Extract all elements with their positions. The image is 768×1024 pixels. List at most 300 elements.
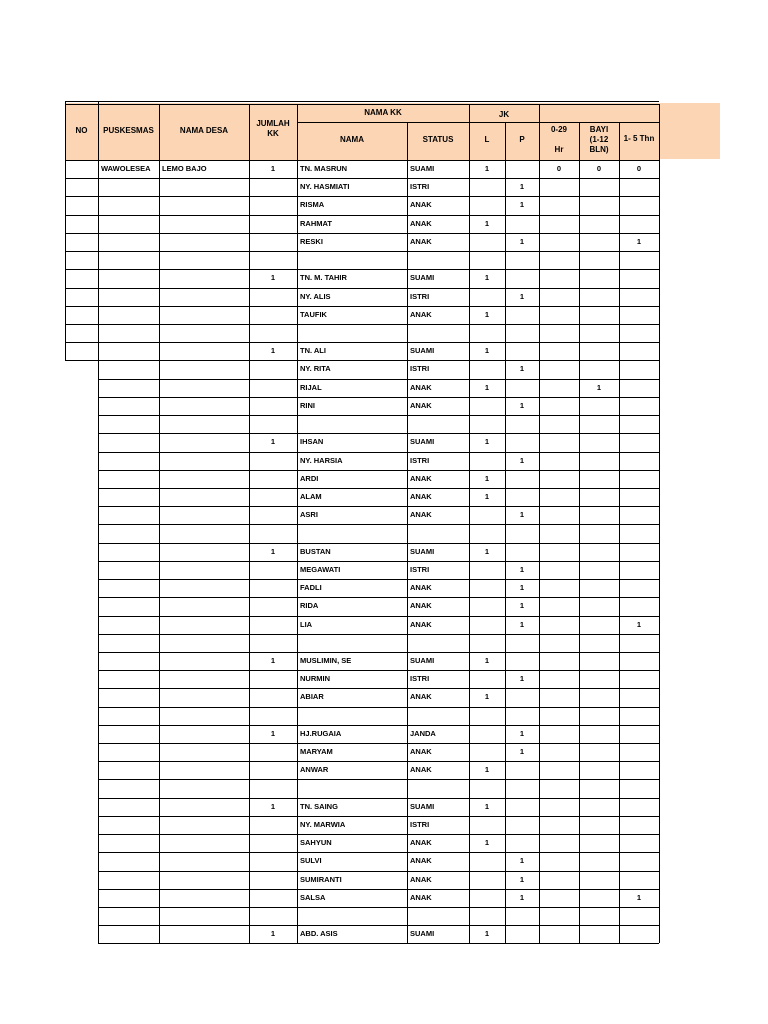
cell-a bbox=[539, 433, 579, 451]
no-column-left-line bbox=[65, 101, 66, 360]
cell-c bbox=[619, 871, 659, 889]
cell-desa bbox=[159, 798, 249, 816]
cell-c bbox=[619, 743, 659, 761]
cell-b bbox=[579, 889, 619, 907]
cell-p bbox=[505, 834, 539, 852]
cell-c bbox=[619, 834, 659, 852]
grid-vline bbox=[619, 122, 620, 943]
cell-nama: ASRI bbox=[300, 510, 318, 520]
cell-status bbox=[407, 634, 469, 652]
cell-p bbox=[505, 524, 539, 542]
cell-b bbox=[579, 798, 619, 816]
cell-b bbox=[579, 561, 619, 579]
cell-nama: RAHMAT bbox=[300, 218, 332, 228]
cell-a bbox=[539, 761, 579, 779]
cell-b: 0 bbox=[596, 164, 602, 173]
cell-nama bbox=[297, 415, 407, 433]
grid-hline bbox=[98, 433, 659, 434]
cell-b bbox=[579, 688, 619, 706]
cell-kk bbox=[249, 215, 297, 233]
cell-nama bbox=[297, 707, 407, 725]
cell-b bbox=[579, 652, 619, 670]
cell-nama: ABD. ASIS bbox=[300, 929, 338, 939]
cell-p: 1 bbox=[519, 728, 525, 738]
cell-b bbox=[579, 743, 619, 761]
cell-nama: MARYAM bbox=[300, 747, 333, 757]
cell-nama: NY. HASMIATI bbox=[300, 182, 350, 192]
cell-nama: ABIAR bbox=[300, 692, 324, 702]
cell-b bbox=[579, 779, 619, 797]
cell-p bbox=[505, 761, 539, 779]
cell-b bbox=[579, 543, 619, 561]
cell-kk bbox=[249, 251, 297, 269]
cell-p bbox=[505, 634, 539, 652]
grid-vline bbox=[659, 104, 660, 943]
cell-status: ANAK bbox=[410, 491, 432, 501]
cell-b bbox=[579, 470, 619, 488]
cell-puskesmas bbox=[98, 834, 159, 852]
cell-puskesmas bbox=[98, 251, 159, 269]
cell-l bbox=[469, 597, 505, 615]
cell-b bbox=[579, 397, 619, 415]
cell-a bbox=[539, 524, 579, 542]
cell-p bbox=[505, 488, 539, 506]
cell-puskesmas bbox=[98, 360, 159, 378]
cell-a bbox=[539, 670, 579, 688]
cell-nama: MEGAWATI bbox=[300, 564, 341, 574]
cell-p: 1 bbox=[519, 747, 525, 757]
cell-l bbox=[469, 251, 505, 269]
cell-l bbox=[469, 524, 505, 542]
cell-status: ANAK bbox=[410, 619, 432, 629]
cell-nama bbox=[297, 634, 407, 652]
cell-puskesmas bbox=[98, 488, 159, 506]
cell-status: SUAMI bbox=[410, 801, 435, 811]
cell-nama: SAHYUN bbox=[300, 838, 332, 848]
cell-c bbox=[619, 907, 659, 925]
header-fill-extension bbox=[659, 103, 720, 159]
cell-status: ANAK bbox=[410, 892, 432, 902]
cell-l bbox=[469, 616, 505, 634]
grid-hline bbox=[98, 725, 659, 726]
cell-nama: BUSTAN bbox=[300, 546, 331, 556]
cell-l bbox=[469, 907, 505, 925]
cell-l bbox=[469, 743, 505, 761]
cell-b bbox=[579, 616, 619, 634]
grid-hline bbox=[98, 925, 659, 926]
cell-kk bbox=[249, 360, 297, 378]
cell-desa bbox=[159, 433, 249, 451]
cell-status bbox=[407, 324, 469, 342]
cell-c bbox=[619, 288, 659, 306]
cell-b bbox=[579, 269, 619, 287]
cell-l bbox=[469, 779, 505, 797]
cell-b bbox=[579, 506, 619, 524]
cell-a bbox=[539, 725, 579, 743]
cell-p: 1 bbox=[519, 583, 525, 593]
cell-nama: SULVI bbox=[300, 856, 322, 866]
cell-b bbox=[579, 761, 619, 779]
grid-hline bbox=[98, 834, 659, 835]
grid-hline bbox=[65, 306, 659, 307]
cell-status: ANAK bbox=[410, 747, 432, 757]
header-nama-kk: NAMA KK bbox=[364, 108, 402, 117]
cell-desa bbox=[159, 889, 249, 907]
cell-c: 1 bbox=[636, 236, 642, 246]
cell-l bbox=[469, 324, 505, 342]
cell-desa bbox=[159, 616, 249, 634]
cell-kk bbox=[249, 871, 297, 889]
cell-l: 1 bbox=[484, 164, 490, 173]
cell-c bbox=[619, 506, 659, 524]
cell-puskesmas bbox=[98, 342, 159, 360]
cell-kk bbox=[249, 597, 297, 615]
cell-c bbox=[619, 379, 659, 397]
cell-a bbox=[539, 415, 579, 433]
cell-nama: RINI bbox=[300, 400, 315, 410]
cell-desa: LEMO BAJO bbox=[162, 164, 207, 173]
cell-l: 1 bbox=[484, 218, 490, 228]
cell-nama bbox=[297, 324, 407, 342]
cell-status: ANAK bbox=[410, 583, 432, 593]
cell-c bbox=[619, 925, 659, 943]
cell-kk bbox=[249, 452, 297, 470]
cell-p: 1 bbox=[519, 619, 525, 629]
cell-p: 1 bbox=[519, 182, 525, 192]
cell-a bbox=[539, 561, 579, 579]
cell-kk bbox=[249, 688, 297, 706]
cell-kk bbox=[249, 488, 297, 506]
cell-p: 1 bbox=[519, 200, 525, 210]
cell-b bbox=[579, 233, 619, 251]
cell-a bbox=[539, 925, 579, 943]
cell-c bbox=[619, 360, 659, 378]
cell-desa bbox=[159, 688, 249, 706]
cell-a: 0 bbox=[556, 164, 562, 173]
cell-puskesmas bbox=[98, 688, 159, 706]
cell-p: 1 bbox=[519, 856, 525, 866]
cell-status: ANAK bbox=[410, 692, 432, 702]
cell-p bbox=[505, 251, 539, 269]
cell-a bbox=[539, 379, 579, 397]
grid-hline bbox=[65, 360, 659, 361]
cell-l bbox=[469, 452, 505, 470]
cell-c bbox=[619, 761, 659, 779]
grid-hline bbox=[98, 524, 659, 525]
cell-p bbox=[505, 306, 539, 324]
cell-desa bbox=[159, 415, 249, 433]
cell-puskesmas bbox=[98, 233, 159, 251]
cell-c bbox=[619, 324, 659, 342]
cell-kk bbox=[249, 743, 297, 761]
cell-nama: TN. M. TAHIR bbox=[300, 273, 347, 283]
cell-p bbox=[505, 415, 539, 433]
cell-l bbox=[469, 634, 505, 652]
cell-l bbox=[469, 506, 505, 524]
cell-puskesmas bbox=[98, 306, 159, 324]
cell-status: ANAK bbox=[410, 874, 432, 884]
grid-hline bbox=[98, 871, 659, 872]
cell-status bbox=[407, 779, 469, 797]
cell-puskesmas bbox=[98, 798, 159, 816]
cell-puskesmas bbox=[98, 779, 159, 797]
grid-hline bbox=[98, 543, 659, 544]
cell-l: 1 bbox=[484, 437, 490, 447]
cell-l: 1 bbox=[484, 929, 490, 939]
cell-kk bbox=[249, 324, 297, 342]
cell-desa bbox=[159, 452, 249, 470]
cell-kk bbox=[249, 561, 297, 579]
header-nama: NAMA bbox=[340, 135, 364, 144]
cell-a bbox=[539, 306, 579, 324]
cell-puskesmas bbox=[98, 597, 159, 615]
cell-c bbox=[619, 415, 659, 433]
grid-hline bbox=[98, 852, 659, 853]
cell-p: 1 bbox=[519, 510, 525, 520]
grid-hline bbox=[98, 798, 659, 799]
grid-hline bbox=[65, 178, 659, 179]
cell-status bbox=[407, 524, 469, 542]
header-puskesmas: PUSKESMAS bbox=[103, 126, 154, 135]
cell-desa bbox=[159, 561, 249, 579]
cell-c bbox=[619, 397, 659, 415]
cell-nama: RESKI bbox=[300, 236, 323, 246]
cell-status: ANAK bbox=[410, 838, 432, 848]
cell-b bbox=[579, 816, 619, 834]
cell-kk bbox=[249, 524, 297, 542]
cell-kk bbox=[249, 761, 297, 779]
cell-l bbox=[469, 725, 505, 743]
cell-kk bbox=[249, 852, 297, 870]
cell-kk bbox=[249, 670, 297, 688]
cell-a bbox=[539, 233, 579, 251]
grid-hline bbox=[98, 889, 659, 890]
cell-nama: TN. MASRUN bbox=[300, 164, 348, 173]
grid-hline bbox=[65, 269, 659, 270]
cell-nama: NY. RITA bbox=[300, 364, 331, 374]
cell-kk: 1 bbox=[270, 346, 276, 356]
cell-desa bbox=[159, 306, 249, 324]
grid-hline bbox=[98, 634, 659, 635]
cell-puskesmas bbox=[98, 178, 159, 196]
cell-puskesmas bbox=[98, 670, 159, 688]
cell-l: 1 bbox=[484, 655, 490, 665]
cell-a bbox=[539, 652, 579, 670]
cell-p bbox=[505, 652, 539, 670]
cell-a bbox=[539, 488, 579, 506]
cell-kk bbox=[249, 907, 297, 925]
cell-p bbox=[505, 269, 539, 287]
cell-puskesmas bbox=[98, 871, 159, 889]
cell-kk bbox=[249, 470, 297, 488]
cell-desa bbox=[159, 233, 249, 251]
cell-p: 1 bbox=[519, 601, 525, 611]
cell-desa bbox=[159, 215, 249, 233]
cell-kk bbox=[249, 779, 297, 797]
cell-c bbox=[619, 251, 659, 269]
cell-status: ANAK bbox=[410, 218, 432, 228]
cell-status: ANAK bbox=[410, 200, 432, 210]
cell-status: SUAMI bbox=[410, 164, 435, 173]
header-top-line-2 bbox=[65, 104, 659, 105]
cell-desa bbox=[159, 178, 249, 196]
cell-puskesmas bbox=[98, 397, 159, 415]
cell-p: 1 bbox=[519, 892, 525, 902]
cell-a bbox=[539, 852, 579, 870]
cell-puskesmas: WAWOLESEA bbox=[101, 164, 151, 173]
cell-a bbox=[539, 342, 579, 360]
cell-status bbox=[407, 415, 469, 433]
cell-b bbox=[579, 433, 619, 451]
grid-hline bbox=[98, 779, 659, 780]
cell-l bbox=[469, 360, 505, 378]
cell-a bbox=[539, 452, 579, 470]
cell-b bbox=[579, 488, 619, 506]
cell-b bbox=[579, 288, 619, 306]
cell-kk: 1 bbox=[270, 929, 276, 939]
cell-a bbox=[539, 324, 579, 342]
cell-b bbox=[579, 852, 619, 870]
cell-desa bbox=[159, 543, 249, 561]
cell-status: SUAMI bbox=[410, 929, 435, 939]
grid-hline bbox=[98, 943, 659, 944]
cell-nama bbox=[297, 524, 407, 542]
cell-c bbox=[619, 342, 659, 360]
cell-b bbox=[579, 707, 619, 725]
cell-puskesmas bbox=[98, 433, 159, 451]
cell-kk bbox=[249, 196, 297, 214]
cell-puskesmas bbox=[98, 452, 159, 470]
cell-status bbox=[407, 251, 469, 269]
cell-a bbox=[539, 871, 579, 889]
cell-puskesmas bbox=[98, 215, 159, 233]
cell-status: ISTRI bbox=[410, 364, 430, 374]
cell-puskesmas bbox=[98, 852, 159, 870]
cell-desa bbox=[159, 925, 249, 943]
grid-hline bbox=[98, 488, 659, 489]
cell-a bbox=[539, 688, 579, 706]
cell-p bbox=[505, 433, 539, 451]
cell-nama bbox=[297, 779, 407, 797]
grid-hline bbox=[65, 233, 659, 234]
grid-hline bbox=[65, 196, 659, 197]
cell-a bbox=[539, 543, 579, 561]
grid-hline bbox=[98, 506, 659, 507]
header-sub-line-right bbox=[539, 122, 659, 123]
cell-a bbox=[539, 196, 579, 214]
cell-kk: 1 bbox=[270, 164, 276, 173]
grid-vline bbox=[505, 122, 506, 943]
cell-kk bbox=[249, 506, 297, 524]
grid-vline bbox=[539, 104, 540, 943]
cell-puskesmas bbox=[98, 816, 159, 834]
cell-p bbox=[505, 779, 539, 797]
cell-b bbox=[579, 415, 619, 433]
grid-hline bbox=[65, 342, 659, 343]
cell-desa bbox=[159, 670, 249, 688]
cell-desa bbox=[159, 816, 249, 834]
cell-c bbox=[619, 561, 659, 579]
header-nama-desa: NAMA DESA bbox=[179, 126, 229, 135]
cell-nama bbox=[297, 907, 407, 925]
cell-a bbox=[539, 215, 579, 233]
cell-p: 1 bbox=[519, 674, 525, 684]
cell-c bbox=[619, 178, 659, 196]
cell-l: 1 bbox=[484, 273, 490, 283]
cell-l: 1 bbox=[484, 546, 490, 556]
cell-a bbox=[539, 907, 579, 925]
cell-desa bbox=[159, 779, 249, 797]
cell-b bbox=[579, 251, 619, 269]
grid-hline bbox=[98, 616, 659, 617]
cell-a bbox=[539, 178, 579, 196]
cell-kk bbox=[249, 397, 297, 415]
cell-p bbox=[505, 907, 539, 925]
cell-c: 1 bbox=[636, 619, 642, 629]
cell-puskesmas bbox=[98, 506, 159, 524]
cell-status: SUAMI bbox=[410, 437, 435, 447]
cell-l bbox=[469, 178, 505, 196]
cell-l: 1 bbox=[484, 765, 490, 775]
cell-b bbox=[579, 196, 619, 214]
cell-l: 1 bbox=[484, 473, 490, 483]
cell-status: ANAK bbox=[410, 236, 432, 246]
cell-kk: 1 bbox=[270, 437, 276, 447]
cell-c bbox=[619, 452, 659, 470]
cell-puskesmas bbox=[98, 743, 159, 761]
cell-nama: NURMIN bbox=[300, 674, 330, 684]
cell-status: SUAMI bbox=[410, 655, 435, 665]
cell-p bbox=[505, 707, 539, 725]
header-jk: JK bbox=[498, 110, 510, 119]
cell-status: SUAMI bbox=[410, 273, 435, 283]
cell-puskesmas bbox=[98, 269, 159, 287]
cell-status: ISTRI bbox=[410, 564, 430, 574]
cell-nama: NY. ALIS bbox=[300, 291, 331, 301]
cell-status: ANAK bbox=[410, 309, 432, 319]
cell-status: ISTRI bbox=[410, 819, 430, 829]
cell-l bbox=[469, 852, 505, 870]
cell-kk bbox=[249, 288, 297, 306]
cell-desa bbox=[159, 324, 249, 342]
cell-status: ANAK bbox=[410, 510, 432, 520]
cell-kk: 1 bbox=[270, 728, 276, 738]
header-sub-line bbox=[297, 122, 539, 123]
cell-a bbox=[539, 798, 579, 816]
grid-hline bbox=[98, 707, 659, 708]
cell-a bbox=[539, 834, 579, 852]
cell-c bbox=[619, 779, 659, 797]
cell-l: 1 bbox=[484, 692, 490, 702]
cell-l bbox=[469, 397, 505, 415]
header-top-line bbox=[65, 101, 659, 102]
cell-l bbox=[469, 871, 505, 889]
cell-nama: RISMA bbox=[300, 200, 325, 210]
cell-nama: HJ.RUGAIA bbox=[300, 728, 342, 738]
cell-c bbox=[619, 852, 659, 870]
cell-status: ISTRI bbox=[410, 291, 430, 301]
cell-nama: SUMIRANTI bbox=[300, 874, 342, 884]
cell-desa bbox=[159, 470, 249, 488]
cell-a bbox=[539, 288, 579, 306]
cell-nama: RIDA bbox=[300, 601, 319, 611]
cell-c bbox=[619, 215, 659, 233]
grid-hline bbox=[98, 652, 659, 653]
cell-desa bbox=[159, 743, 249, 761]
cell-p bbox=[505, 324, 539, 342]
header-age-1-5: 1- 5 Thn bbox=[623, 134, 655, 143]
cell-a bbox=[539, 616, 579, 634]
